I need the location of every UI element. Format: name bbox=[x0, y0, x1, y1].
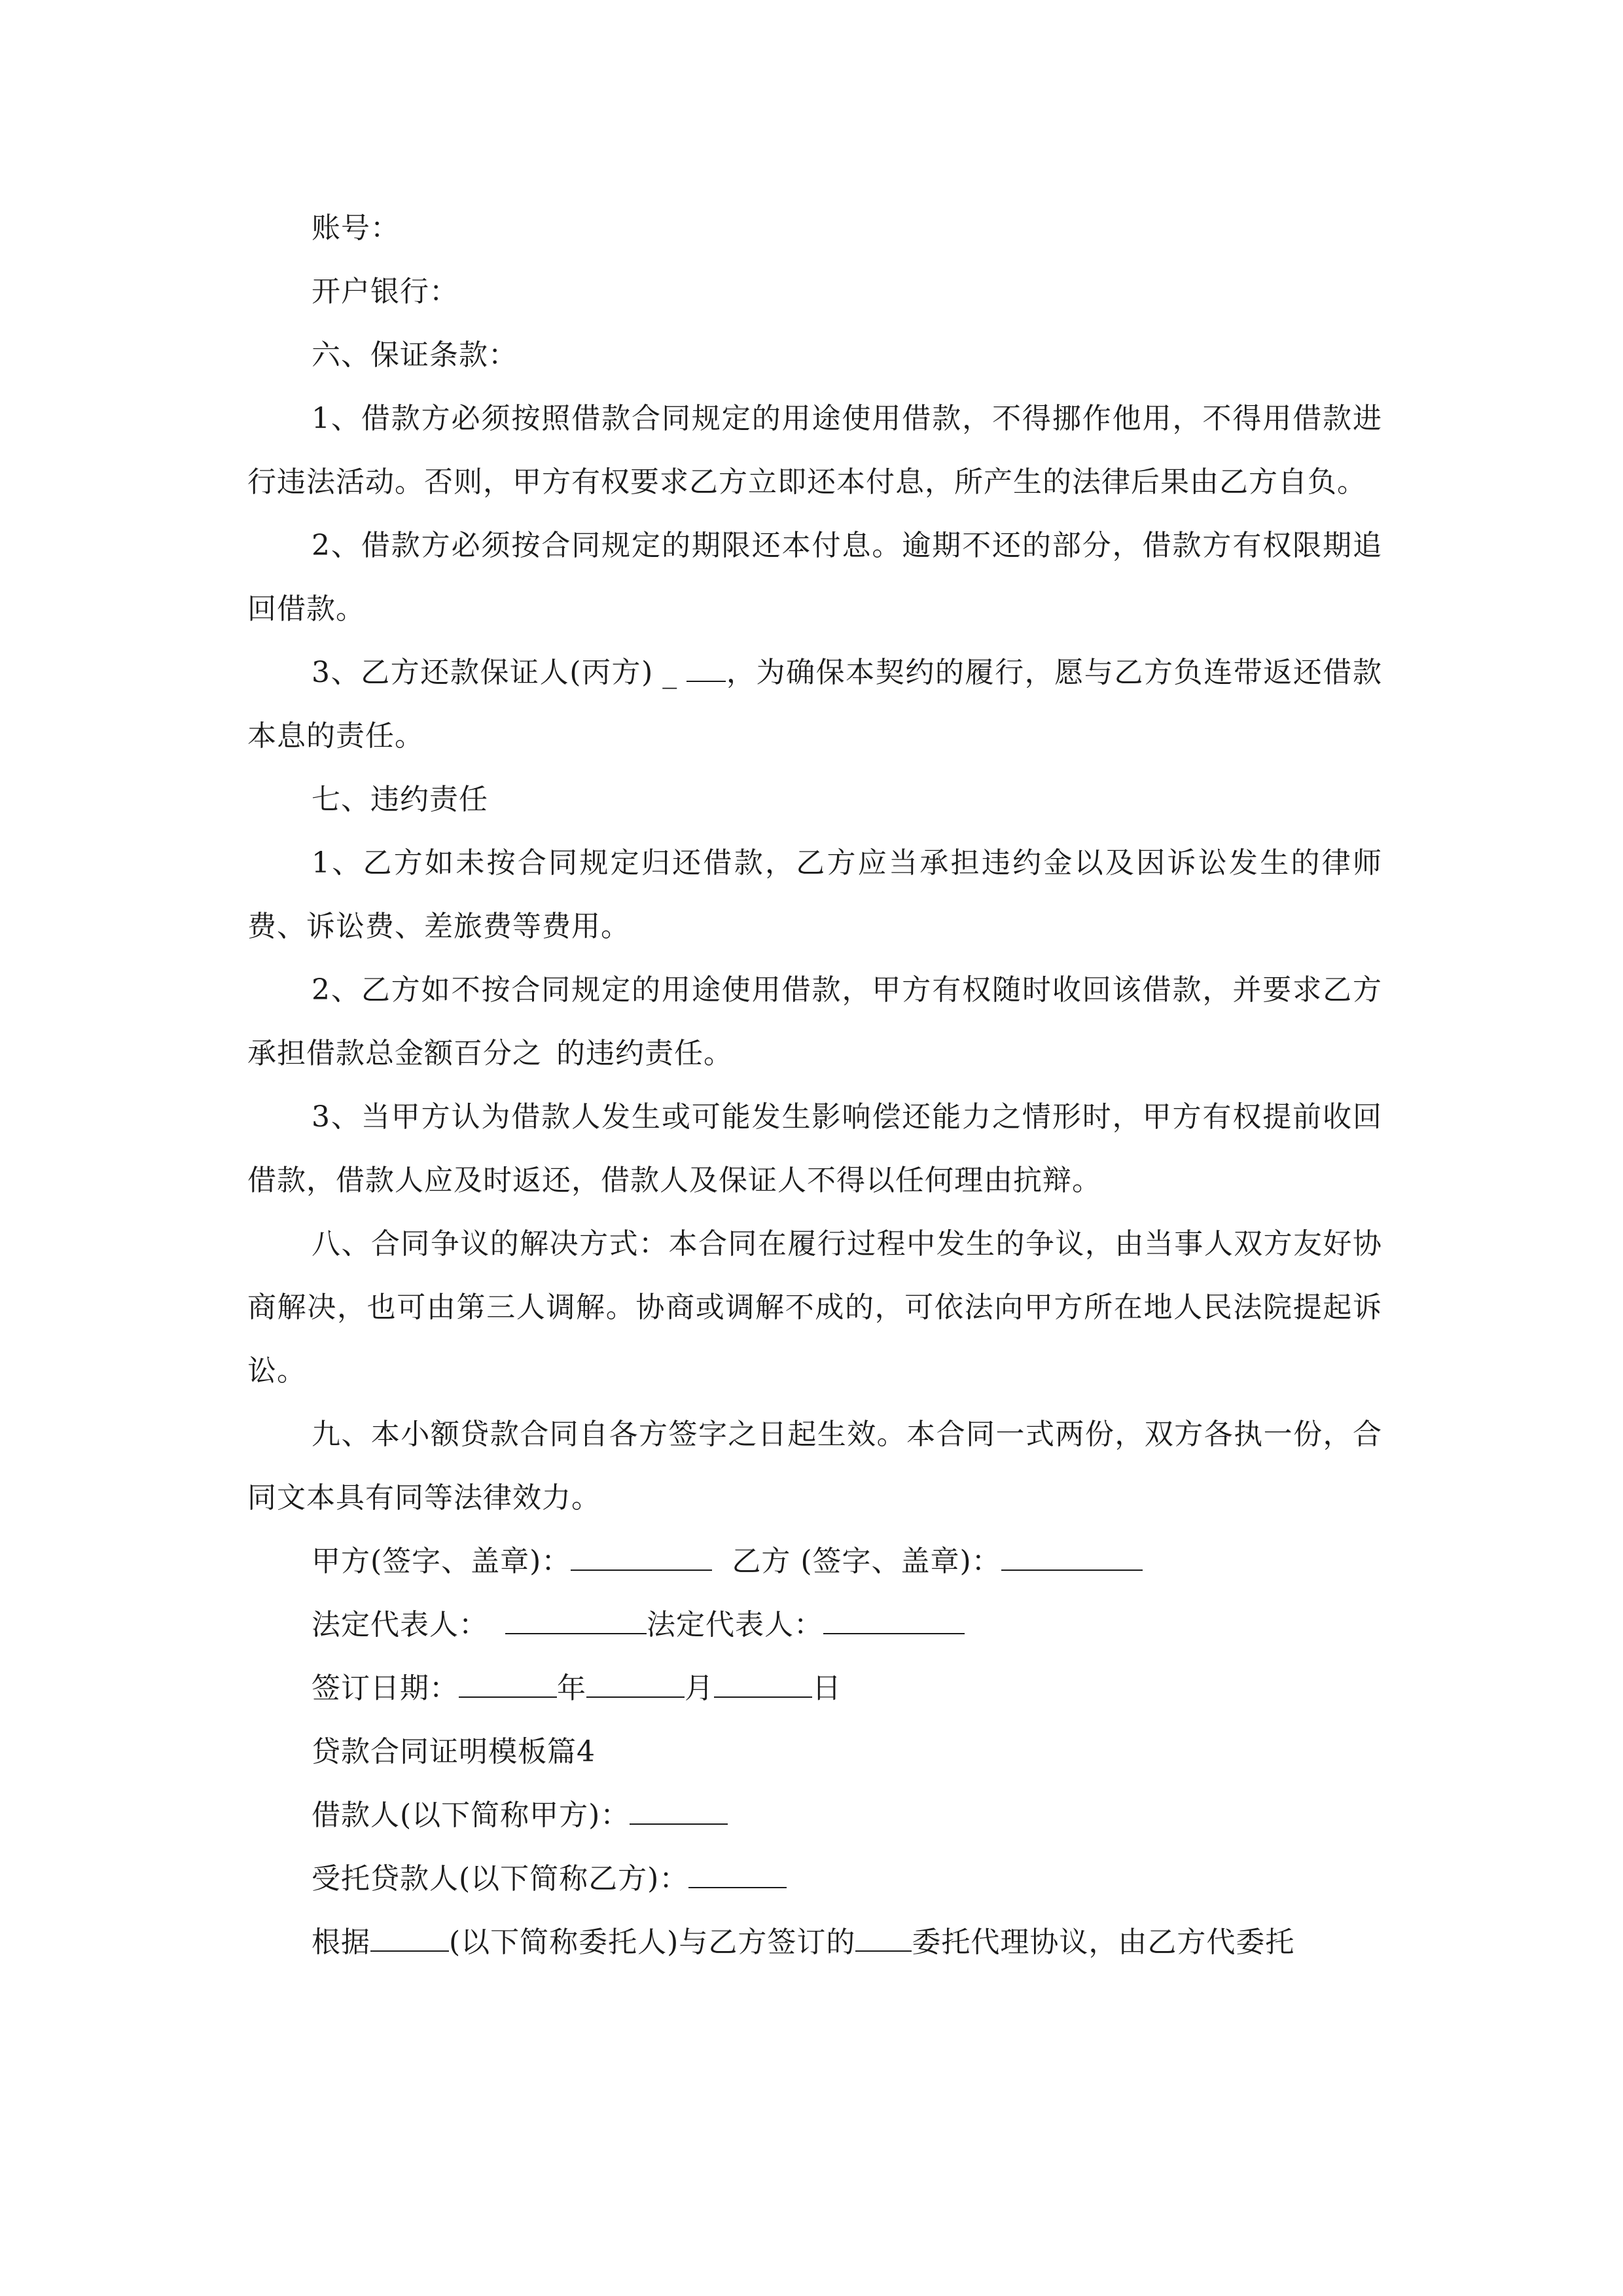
bank-label: 开户银行： bbox=[312, 275, 459, 308]
party-b-sign-blank bbox=[1001, 1549, 1143, 1571]
month-label: 月 bbox=[685, 1672, 714, 1705]
clause-text: 1、借款方必须按照借款合同规定的用途使用借款，不得挪作他用，不得用借款进行违法活动。否则，甲方有权要求乙方立即还本付息，所产生的法律后果由乙方自负。 bbox=[247, 402, 1382, 499]
agreement-blank bbox=[855, 1929, 912, 1952]
basis-text: 委托代理协议，由乙方代委托 bbox=[912, 1926, 1295, 1959]
principal-blank bbox=[370, 1929, 449, 1952]
section-6-title bbox=[247, 323, 1382, 387]
trustee-line bbox=[247, 1847, 1382, 1910]
representative-line bbox=[247, 1593, 1382, 1657]
bank-line bbox=[247, 260, 1382, 323]
borrower-label: 借款人(以下简称甲方)： bbox=[312, 1799, 630, 1832]
party-a-rep-label: 法定代表人： bbox=[312, 1608, 488, 1641]
basis-text: (以下简称委托人)与乙方签订的 bbox=[449, 1926, 856, 1959]
day-blank bbox=[714, 1676, 812, 1698]
party-a-rep-blank bbox=[505, 1612, 647, 1634]
clause-text: 九、本小额贷款合同自各方签字之日起生效。本合同一式两份，双方各执一份，合同文本具有同等法律效力。 bbox=[247, 1418, 1382, 1515]
clause-text: 八、合同争议的解决方式：本合同在履行过程中发生的争议，由当事人双方友好协商解决，也可由第三人调解。协商或调解不成的，可依法向甲方所在地人民法院提起诉讼。 bbox=[247, 1227, 1382, 1388]
basis-text: 根据 bbox=[312, 1926, 370, 1959]
section-6-clause-1 bbox=[247, 387, 1382, 514]
month-blank bbox=[586, 1676, 685, 1698]
party-b-rep-label: 法定代表人： bbox=[647, 1608, 823, 1641]
clause-text: 2、乙方如不按合同规定的用途使用借款，甲方有权随时收回该借款，并要求乙方承担借款总金额百分之 bbox=[247, 973, 1382, 1070]
day-label: 日 bbox=[812, 1672, 842, 1705]
section-7-clause-2 bbox=[247, 958, 1382, 1085]
clause-text: 3、当甲方认为借款人发生或可能发生影响偿还能力之情形时，甲方有权提前收回借款，借款人应及时返还，借款人及保证人不得以任何理由抗辩。 bbox=[247, 1100, 1382, 1197]
section-7-heading: 七、违约责任 bbox=[312, 783, 488, 816]
clause-text: ，为确保本契约的履行，愿与乙方负连带返还借款本息的责任。 bbox=[247, 656, 1383, 753]
date-line bbox=[247, 1657, 1382, 1720]
template-4-title bbox=[247, 1720, 1382, 1784]
party-a-sign-blank bbox=[571, 1549, 712, 1571]
signature-line bbox=[247, 1530, 1382, 1593]
section-7-title bbox=[247, 768, 1382, 831]
section-8 bbox=[247, 1212, 1382, 1403]
party-a-sign-label: 甲方(签字、盖章)： bbox=[312, 1545, 571, 1578]
clause-text: 1、乙方如未按合同规定归还借款，乙方应当承担违约金以及因诉讼发生的律师费、诉讼费、差旅费等费用。 bbox=[247, 846, 1382, 943]
year-blank bbox=[459, 1676, 557, 1698]
section-6-clause-2 bbox=[247, 514, 1382, 641]
account-label: 账号： bbox=[312, 211, 400, 245]
section-6-clause-3: 3、乙方还款保证人(丙方) _ ，为确保本契约的履行，愿与乙方负连带返还借款本息的责任。 bbox=[247, 656, 1383, 753]
borrower-blank bbox=[630, 1803, 728, 1825]
party-b-rep-blank bbox=[823, 1612, 965, 1634]
section-7-clause-1 bbox=[247, 831, 1382, 958]
section-heading: 贷款合同证明模板篇4 bbox=[312, 1735, 596, 1768]
date-label: 签订日期： bbox=[312, 1672, 459, 1705]
basis-line bbox=[247, 1910, 1382, 1974]
borrower-line bbox=[247, 1784, 1382, 1847]
section-9 bbox=[247, 1403, 1382, 1530]
clause-text: 的违约责任。 bbox=[556, 1037, 733, 1070]
trustee-blank bbox=[688, 1866, 787, 1888]
account-line bbox=[247, 196, 1382, 260]
guarantor-blank bbox=[687, 660, 726, 682]
clause-text: 2、借款方必须按合同规定的期限还本付息。逾期不还的部分，借款方有权限期追回借款。 bbox=[247, 529, 1382, 626]
clause-text: 3、乙方还款保证人(丙方) bbox=[312, 656, 654, 689]
trustee-label: 受托贷款人(以下简称乙方)： bbox=[312, 1862, 689, 1895]
year-label: 年 bbox=[557, 1672, 586, 1705]
section-6-heading: 六、保证条款： bbox=[312, 338, 518, 372]
contract-body bbox=[247, 196, 1382, 1974]
party-b-sign-label: 乙方 (签字、盖章)： bbox=[732, 1545, 1001, 1578]
section-7-clause-3 bbox=[247, 1085, 1382, 1212]
